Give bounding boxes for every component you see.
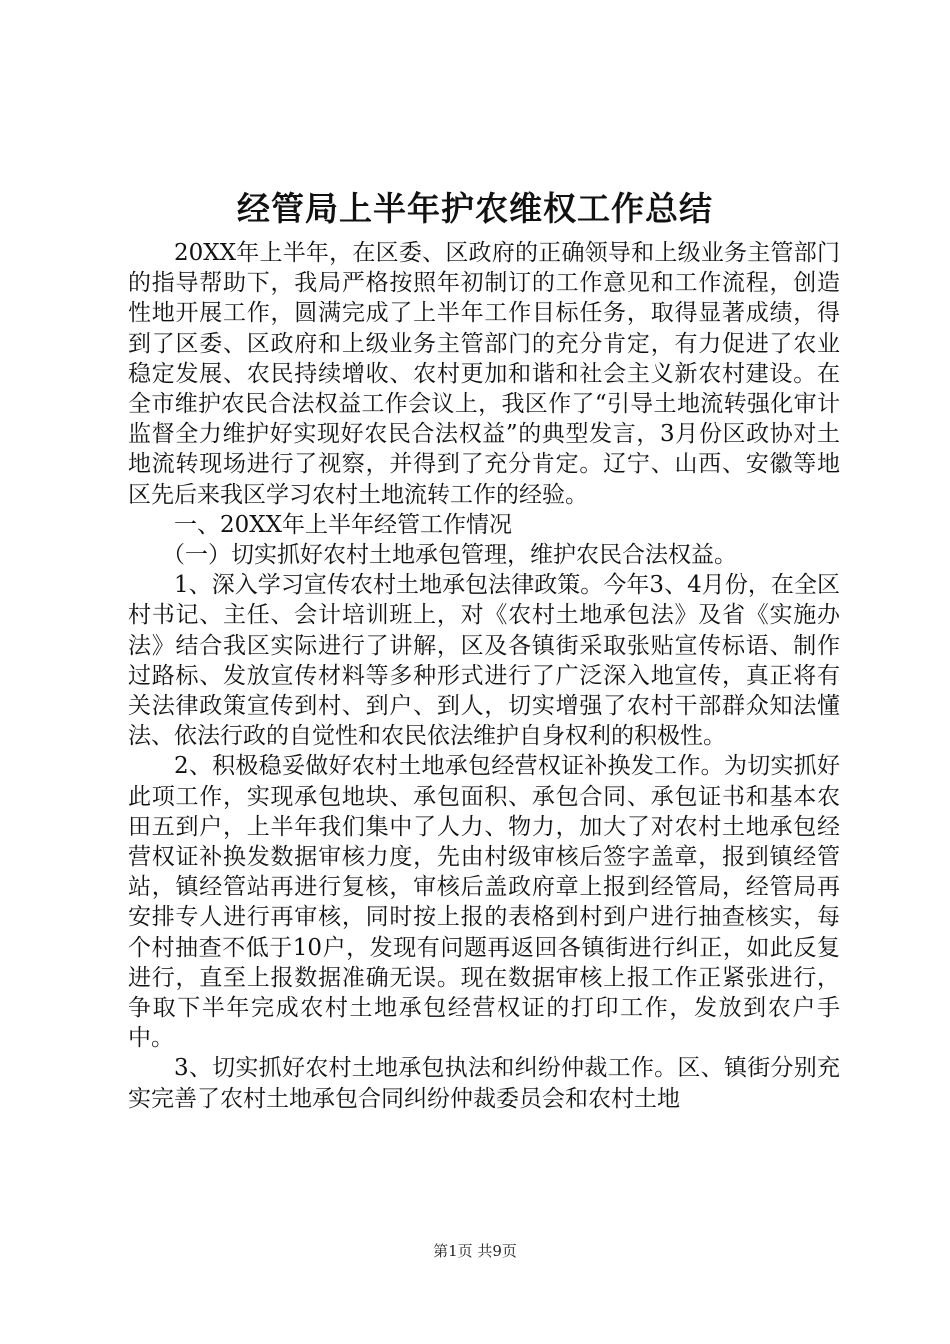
- section-heading: 一、20XX年上半年经管工作情况: [174, 511, 513, 538]
- document-title: 经管局上半年护农维权工作总结: [237, 189, 713, 228]
- item-paragraph-2: 2、积极稳妥做好农村土地承包经营权证补换发工作。为切实抓好此项工作，实现承包地块、承包面积、承包合同、承包证书和基本农田五到户，上半年我们集中了人力、物力，加大了对农村土地承包经营权证补换发数据审核力度，先由村级审核后签字盖章，报到镇经管站，镇经管站再进行复核，审核后盖政府章上报到经管局，经管局再安排专人进行再审核，同时按上报的表格到村到户进行抽查核实，每个村抽查不低于10户，发现有问题再返回各镇街进行纠正，如此反复进行，直至上报数据准确无误。现在数据审核上报工作正紧张进行，争取下半年完成农村土地承包经营权证的打印工作，发放到农户手中。: [128, 753, 840, 1052]
- item-paragraph-3: 3、切实抓好农村土地承包执法和纠纷仲裁工作。区、镇街分别充实完善了农村土地承包合同纠纷仲裁委员会和农村土地: [128, 1055, 840, 1112]
- page-number-footer: 第1页 共9页: [433, 1242, 517, 1260]
- document-body: [128, 238, 840, 1114]
- item-paragraph-1: 1、深入学习宣传农村土地承包法律政策。今年3、4月份，在全区村书记、主任、会计培训班上，对《农村土地承包法》及省《实施办法》结合我区实际进行了讲解，区及各镇街采取张贴宣传标语、制作过路标、发放宣传材料等多种形式进行了广泛深入地宣传，真正将有关法律政策宣传到村、到户、到人，切实增强了农村干部群众知法懂法、依法行政的自觉性和农民依法维护自身权利的积极性。: [128, 572, 840, 750]
- subsection-heading: （一）切实抓好农村土地承包管理，维护农民合法权益。: [162, 542, 737, 569]
- intro-paragraph: 20XX年上半年，在区委、区政府的正确领导和上级业务主管部门的指导帮助下，我局严格按照年初制订的工作意见和工作流程，创造性地开展工作，圆满完成了上半年工作目标任务，取得显著成绩，得到了区委、区政府和上级业务主管部门的充分肯定，有力促进了农业稳定发展、农民持续增收、农村更加和谐和社会主义新农村建设。在全市维护农民合法权益工作会议上，我区作了“引导土地流转强化审计监督全力维护好实现好农民合法权益”的典型发言，3月份区政协对土地流转现场进行了视察，并得到了充分肯定。辽宁、山西、安徽等地区先后来我区学习农村土地流转工作的经验。: [128, 240, 840, 508]
